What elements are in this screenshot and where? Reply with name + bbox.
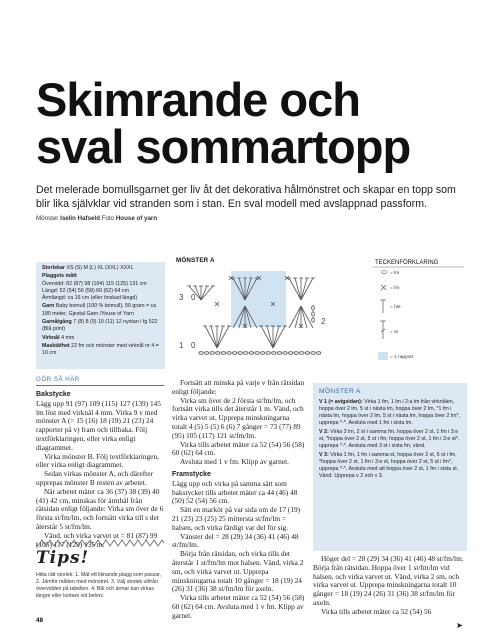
crochet-chart [173,258,361,358]
facts-chest: Övervidd: 82 (87) 98 (104) 115 (125) 131 cm [42,280,147,287]
tips-text: Hitta rätt storlek: 1. Mät ett liknande plagg som passar, 2. Jämför måtten med mönstret. 3. Välj storlek utifrån övervidden på tabellen. 4. Bål och ärmar kan virkas längre eller kortare vid behov. [36,572,162,599]
column-2 [172,379,305,621]
col1-p3: Sedan virkas mönster A, och därefter upprepas mönster B resten av arbetet. [36,469,153,487]
col1-p1: Lägg upp 91 (97) 109 (115) 127 (139) 145 lm löst med virknål 4 mm. Virka 9 v med mönster A (= 15 (16) 18 (19) 21 (23) 24 rapporter på v) fram och tillbaka. Följ textförklaringen, eller virka enligt diagrammet. [36,398,161,452]
chain-stitch [294,352,298,355]
dc-stitch [217,326,229,348]
pattern-title: MÖNSTER A [319,388,361,395]
facts-sizes: Storlekar XS (S) M (L) XL (XXL) XXXL [42,265,134,271]
legend-st: = st [390,330,398,335]
col1-p5: Vänd, och virka varvet ut = 81 (87) 99 (105) 117 (129) 135 m. [36,530,158,549]
col2-p7: Vänster del = 28 (29) 34 (36) 41 (46) 48 st/fm/lm. [172,531,299,550]
chain-stitch [210,352,214,355]
chain-stitch [277,352,281,355]
dc-stitch [295,278,301,300]
facts-yarn-amount: Garnåtgång 7 (8) 8 (9) 10 (11) 12 nystan i fg 522 (Blå print) [42,319,158,333]
facts-box [36,262,165,369]
chain-stitch [204,352,208,355]
column-3 [313,555,467,617]
chain-stitch [260,352,264,355]
chain-icon [382,271,387,274]
page-title [36,73,456,173]
chain-stitch [232,352,236,355]
credit-line [36,215,157,222]
legend-lm: = lm [390,271,400,276]
tips-title: Tips! [36,548,90,568]
legend-repeat: = 1 rapport [390,355,414,360]
chain-stitch [227,352,231,355]
row-number-2: 2 [321,317,326,326]
chain-stitch [272,352,276,355]
chart-heading: MÖNSTER A [176,257,215,264]
row-number-1: 1 [179,341,184,350]
col2-p3: Virka tills arbetet mäter ca 52 (54) 56 (58) 60 (62) 64 cm. [172,439,305,458]
hdc-icon [380,300,386,313]
chain-stitch [238,352,242,355]
sc-icon [381,285,386,290]
column-1 [36,391,166,549]
pattern-row-1: V 1 (= avigsidan): Virka 1 fm, 1 lm i 2:a lm från virknålen, hoppa över 2 lm, 5 st i nästa lm, hoppa över 2 lm, *1 fm i nästa lm, hoppa över 2 lm, 5 st i nästa lm, hoppa över 2 lm*, upprepa *-*. Avsluta med 1 fm i sista lm. [319,399,461,427]
dc-stitch [261,326,273,348]
title-line-2: sval sommartopp [36,120,411,173]
title-line-1: Skimrande och [36,73,360,126]
chain-stitch [311,352,315,355]
pattern-text-box [313,383,467,551]
start-mark-3: 0 [191,293,196,302]
chain-stitch [216,352,220,355]
col3-p1: Höger del = 28 (29) 34 (36) 41 (46) 48 st/fm/lm. Börja från rätsidan. Hoppa över 1 st/fm/lm vid halsen, och virka varvet ut. Vänd, virka 2 sm, och virka varvet ut. Upprepa minskningarna totalt 10 gånger = 18 (19) 24 (26) 31 (36) 38 st/fm/lm för axeln. [313,554,464,607]
chain-stitch [283,352,287,355]
dc-stitch [301,278,313,300]
chain-stitch [300,352,304,355]
col2-p5: Lägg upp och virka på samma sätt som bakstycket tills arbetet mäter ca 44 (46) 48 (50) 52 (54) 56 cm. [172,478,298,506]
dc-stitch [205,326,217,348]
facts-length: Längd: 52 (54) 56 (58) 60 (62) 64 cm [42,287,129,294]
designer-name: Iselin Hafseld [60,215,100,222]
chain-stitch [255,352,259,355]
continue-arrow-icon: ➤ [456,621,463,630]
legend-fm: = fm [390,286,400,291]
turning-chain [312,306,315,310]
dc-stitch [267,326,273,348]
photo-label: Foto [101,215,115,222]
facts-measure-title: Plaggets mått [42,273,77,280]
dc-stitch [201,286,207,300]
section-rule-left [36,385,164,386]
chain-stitch [221,352,225,355]
facts-gauge: Masktäthet 22 fm och mönster med virknål nr 4 = 10 cm [42,342,159,357]
dc-stitch [201,286,213,300]
chain-stitch [305,352,309,355]
section-gor-sa-har: GÖR SÅ HÄR [36,376,80,383]
dc-stitch [217,326,223,348]
dc-stitch [301,278,307,300]
decorative-divider [36,539,164,547]
chain-stitch [266,352,270,355]
heading-framstycke: Framstycke [172,470,211,478]
dc-stitch [289,278,301,300]
pattern-row-3: V 3: Virka 1 fm, 1 fm i samma st, hoppa över 2 st, 5 st i fm, *hoppa över 2 st, 1 fm i 3:e st, hoppa över 2 st, 5 st i fm*, upprepa *-*. Avsluta med att hoppa över 2 st, 1 fm i sista st. Vänd. Upprepa v 2 och v 3. [319,451,459,479]
dc-stitch [211,326,217,348]
start-mark-1: 0 [191,341,196,350]
col1-p4: När arbetet mäter ca 36 (37) 38 (39) 40 (41) 42 cm, minskas för ärmhål från rätsidan enligt följande: Virka sm över de 6 första st/fm/lm, och fortsätt virka till s det återstår 5 st/fm/lm. [36,486,164,531]
turning-chain [312,318,315,322]
legend-heading: TECKENFÖRKLARING [375,260,439,266]
chain-stitch [288,352,292,355]
facts-hook: Virknål 4 mm [42,334,75,341]
legend [370,258,466,370]
chain-stitch [244,352,248,355]
col2-p4: Avsluta med 1 v fm. Klipp av garnet. [180,457,289,467]
chain-stitch [316,352,320,355]
col2-p2: Virka sm över de 2 första st/fm/lm, och fortsätt virka tills det återstår 1 m. Vänd, och virka varvet ut. Upprepa minskningarna totalt 4 (5) 5 (5) 6 (6) 7 gånger = 73 (77) 89 (95) 105 (117) 121 st/fm/lm. [172,395,304,440]
chain-stitch [249,352,253,355]
photographer-name: House of yarn [115,215,158,222]
row-number-3: 3 [179,293,184,302]
dc-icon [380,321,386,339]
col1-p2: Virka mönster B. Följ textförklaringen, eller virka enligt diagrammet. [36,451,159,470]
page-number: 48 [36,617,44,624]
col2-p9: Virka tills arbetet mäter ca 52 (54) 56 (58) 60 (62) 64 cm. Avsluta med 1 v fm. Klipp av garnet. [172,593,305,620]
dc-stitch [273,326,285,348]
facts-yarn: Garn Baby bomull (100 % bomull), 50 gram = ca 180 meter, Gjestal Garn /Youse of Yarn [42,303,157,317]
dc-stitch [195,286,201,300]
col2-p8: Börja från rätsidan, och virka tills det återstår 1 st/fm/lm mot halsen. Vänd, virka 2 sm, och virka varvet ut. Upprepa minskningarna totalt 10 gånger = 18 (19) 24 (26) 31 (36) 38 st/fm/lm för axeln. [172,549,304,594]
repeat-swatch [378,352,388,360]
pattern-row-2: V 2: Virka 3 lm, 2 st i samma fm, hoppa över 2 st, 1 fm i 3:e st, *hoppa över 2 st, 5 st i fm, hoppa över 2 st, 1 fm i 3:e st*, upprepa *-*. Avsluta med 3 st i sista fm, vänd. [319,428,460,450]
turning-chain [312,312,315,316]
col2-p6: Sätt en markör på var sida om de 17 (19) 21 (23) 23 (25) 25 mittersta st/fm/lm = halsen, och virka färdigt var del för sig. [172,505,301,532]
intro-text: Det melerade bomullsgarnet ger liv åt det dekorativa hålmönstret och skapar en topp som blir lika självklar vid stranden som i stan. En sval modell med avslappnad passform. [36,184,456,210]
facts-sleeve: Ärmlängd: ca 16 cm (eller önskad längd) [42,295,138,302]
legend-hst: = hst [390,305,401,310]
design-label: Mönster [36,215,59,222]
dc-stitch [273,326,279,348]
heading-bakstycke: Bakstycke [36,391,71,398]
col2-p1: Fortsätt att minska på varje v från rätsidan enligt följande: [172,378,305,396]
chain-stitch [199,352,203,355]
col3-p2: Virka tills arbetet mäter ca 52 (54) 56 [321,606,432,616]
